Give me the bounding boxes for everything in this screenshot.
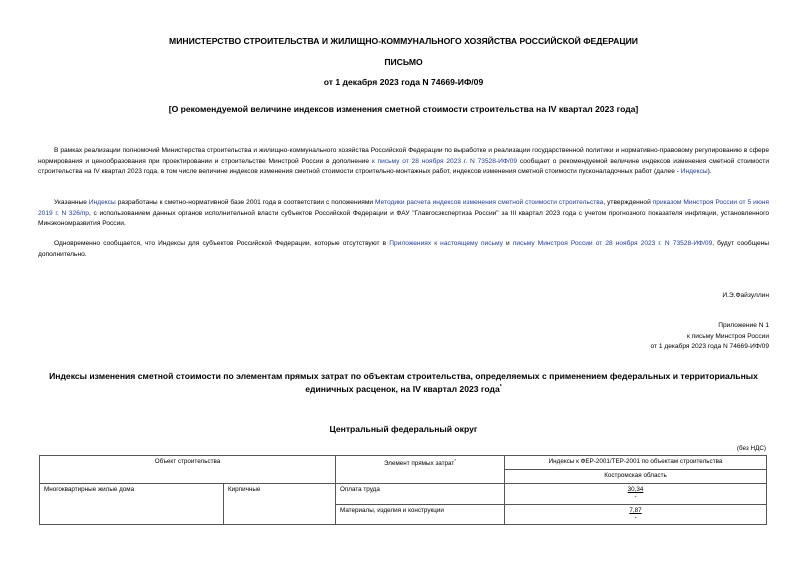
cell-element: Оплата труда: [336, 484, 505, 505]
cell-type: Кирпичные: [224, 484, 336, 505]
paragraph-2: Указанные Индексы разработаны к сметно-нормативной базе 2001 года в соответствии с положениями Методики расчета индексов изменения сметной стоимости строительства, утвержденной приказом Минстроя России от 5 июня 2019 г. N 326/пр, с использованием данных органов исполнительной власти субъектов Российской Федерации и ФАУ "Главгосэкспертиза России" за III квартал 2023 года с учетом прогнозного показателя инфляции, установленного Минэкономразвития России.: [38, 199, 770, 228]
header-object: Объект строительства: [40, 456, 336, 484]
region-heading: Центральный федеральный округ: [329, 424, 478, 434]
ministry-heading: МИНИСТЕРСТВО СТРОИТЕЛЬСТВА И ЖИЛИЩНО-КОММУНАЛЬНОГО ХОЗЯЙСТВА РОССИЙСКОЙ ФЕДЕРАЦИИ: [169, 36, 638, 46]
vat-note: (без НДС): [736, 445, 766, 452]
table-row: [40, 484, 767, 505]
header-index: Индексы к ФЕР-2001/ТЕР-2001 по объектам строительства: [505, 456, 767, 470]
appendix-line-3: от 1 декабря 2023 года N 74669-ИФ/09: [650, 343, 769, 351]
document-date-number: от 1 декабря 2023 года N 74669-ИФ/09: [323, 77, 484, 87]
signature: И.Э.Файзуллин: [722, 292, 769, 299]
cell-element: Материалы, изделия и конструкции: [336, 504, 505, 525]
link-methodology[interactable]: Методики расчета индексов изменения сметной стоимости строительства: [375, 199, 604, 206]
paragraph-1: В рамках реализации полномочий Министерства строительства и жилищно-коммунального хозяйства Российской Федерации по выработке и реализации государственной политики и нормативно-правовому регулированию в сфере нормирования и ценообразования при проектировании и строительстве Минстрой России в дополнение к письму от 28 ноября 2023 г. N 73528-ИФ/09 сообщает о рекомендуемой величине индексов изменения сметной стоимости строительства на IV квартал 2023 года, в том числе величине индексов изменения сметной стоимости строительно-монтажных работ, индексов изменения сметной стоимости пусконаладочных работ (далее - Индексы).: [38, 147, 769, 176]
paragraph-3: Одновременно сообщается, что Индексы для субъектов Российской Федерации, которые отсутствуют в Приложениях к настоящему письму и письму Минстроя России от 28 ноября 2023 г. N 73528-ИФ/09, будут сообщены дополнительно.: [38, 240, 770, 258]
indices-title: Индексы изменения сметной стоимости по элементам прямых затрат по объектам строительства, определяемых с применением федеральных и территориальных единичных расценок, на IV квартал 2023 года*: [49, 371, 758, 394]
link-order-326[interactable]: приказом Минстроя России от 5 июня 2019 г. N 326/пр: [38, 199, 769, 217]
cell-object: Многоквартирные жилые дома: [40, 484, 224, 505]
link-letter-73528[interactable]: к письму от 28 ноября 2023 г. N 73528-ИФ/09: [371, 157, 518, 165]
cell-value: 7,87 -: [505, 504, 767, 525]
appendix-reference: [469, 321, 769, 353]
header-region: Костромская область: [505, 470, 767, 484]
link-letter-73528-2[interactable]: письму Минстроя России от 28 ноября 2023 г. N 73528-ИФ/09: [512, 240, 713, 247]
cell-type: [224, 504, 336, 525]
indices-table: [39, 455, 767, 525]
cell-value: 30,34 -: [505, 484, 767, 505]
document-subject: [О рекомендуемой величине индексов изменения сметной стоимости строительства на IV квартал 2023 года]: [168, 104, 639, 114]
table-header-row: [40, 456, 767, 470]
document-type: ПИСЬМО: [384, 57, 423, 67]
appendix-line-1: Приложение N 1: [718, 322, 769, 329]
link-indices-2[interactable]: Индексы: [88, 199, 116, 206]
table-row: [40, 504, 767, 525]
link-appendices[interactable]: Приложениях к настоящему письму: [389, 240, 503, 247]
link-indices[interactable]: Индексы: [680, 168, 708, 176]
header-element: Элемент прямых затрат*: [336, 456, 505, 484]
cell-object: [40, 504, 224, 525]
appendix-line-2: к письму Минстроя России: [686, 332, 769, 340]
